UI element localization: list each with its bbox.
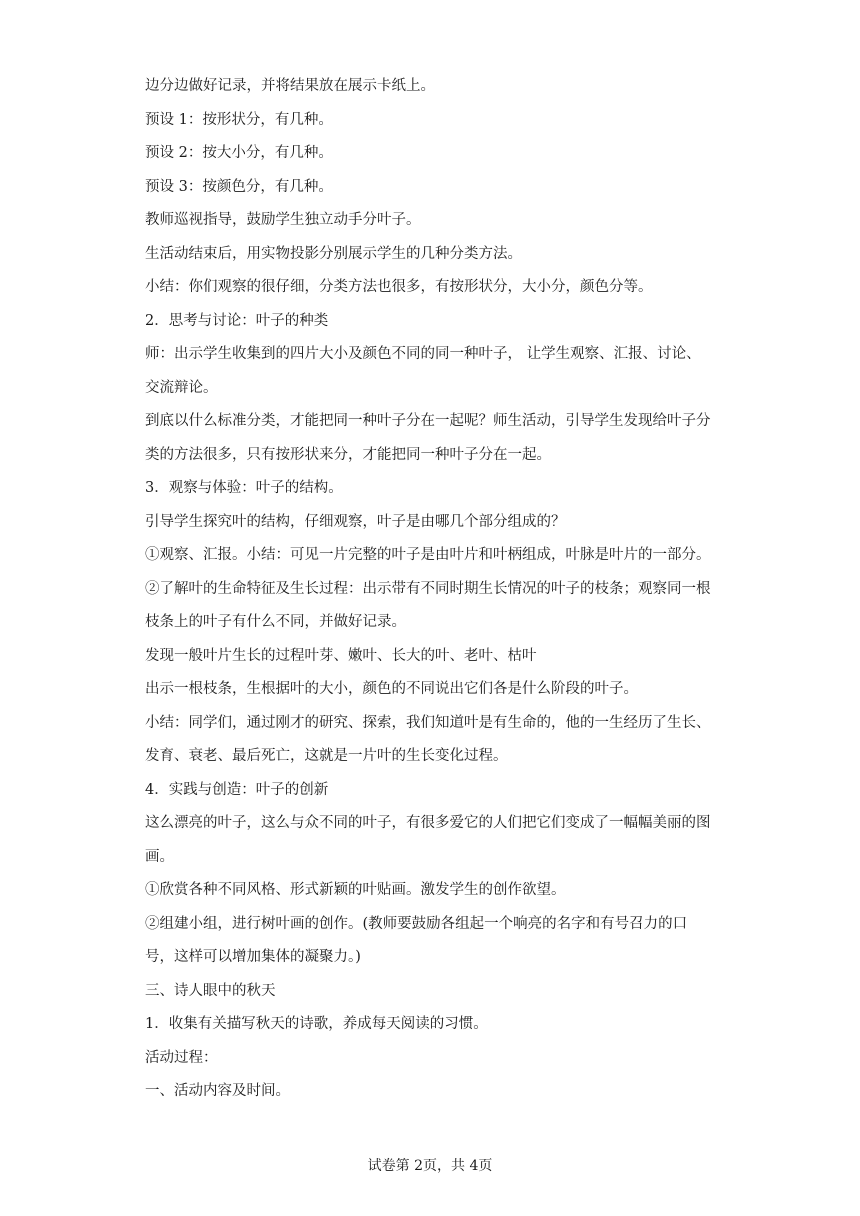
paragraph: ①欣赏各种不同风格、形式新颖的叶贴画。激发学生的创作欲望。 bbox=[145, 882, 566, 898]
section-heading: 4．实践与创造：叶子的创新 bbox=[145, 781, 329, 798]
paragraph: 到底以什么标准分类，才能把同一种叶子分在一起呢？师生活动，引导学生发现给叶子分类的方法很多，只有按形状来分，才能把同一种叶子分在一起。 bbox=[145, 413, 711, 463]
paragraph: 一、活动内容及时间。 bbox=[145, 1083, 290, 1099]
section-heading: 2．思考与讨论：叶子的种类 bbox=[145, 312, 329, 329]
paragraph: 预设 1：按形状分，有几种。 bbox=[145, 111, 333, 128]
document-body bbox=[145, 70, 715, 1109]
paragraph: ①观察、汇报。小结：可见一片完整的叶子是由叶片和叶柄组成，叶脉是叶片的一部分。 bbox=[145, 547, 711, 563]
paragraph: 1．收集有关描写秋天的诗歌，养成每天阅读的习惯。 bbox=[145, 1016, 488, 1032]
paragraph: 生活动结束后，用实物投影分别展示学生的几种分类方法。 bbox=[145, 245, 522, 262]
paragraph: 边分边做好记录，并将结果放在展示卡纸上。 bbox=[145, 78, 435, 94]
section-heading: 3．观察与体验：叶子的结构。 bbox=[145, 480, 343, 496]
paragraph: 师：出示学生收集到的四片大小及颜色不同的同一种叶子， 让学生观察、汇报、讨论、交流辩论。 bbox=[145, 346, 701, 396]
section-heading: 三、诗人眼中的秋天 bbox=[145, 982, 276, 999]
paragraph: 预设 3：按颜色分，有几种。 bbox=[145, 178, 333, 195]
paragraph: ②了解叶的生命特征及生长过程：出示带有不同时期生长情况的叶子的枝条；观察同一根枝条上的叶子有什么不同，并做好记录。 bbox=[145, 580, 711, 630]
paragraph: 引导学生探究叶的结构，仔细观察，叶子是由哪几个部分组成的？ bbox=[145, 513, 566, 530]
paragraph: 预设 2：按大小分，有几种。 bbox=[145, 145, 333, 161]
paragraph: 小结：你们观察的很仔细，分类方法也很多，有按形状分，大小分，颜色分等。 bbox=[145, 279, 653, 295]
paragraph: 活动过程： bbox=[145, 1049, 218, 1066]
paragraph: 发现一般叶片生长的过程叶芽、嫩叶、长大的叶、老叶、枯叶 bbox=[145, 647, 537, 664]
paragraph: 小结：同学们，通过刚才的研究、探索，我们知道叶是有生命的，他的一生经历了生长、发育、衰老、最后死亡，这就是一片叶的生长变化过程。 bbox=[145, 714, 711, 764]
paragraph: ②组建小组，进行树叶画的创作。(教师要鼓励各组起一个响亮的名字和有号召力的口号，这样可以增加集体的凝聚力。) bbox=[145, 915, 688, 965]
page-footer: 试卷第 2页，共 4页 bbox=[367, 1158, 493, 1174]
paragraph: 教师巡视指导，鼓励学生独立动手分叶子。 bbox=[145, 212, 421, 228]
paragraph: 这么漂亮的叶子，这么与众不同的叶子，有很多爱它的人们把它们变成了一幅幅美丽的图画。 bbox=[145, 815, 711, 865]
paragraph: 出示一根枝条，生根据叶的大小，颜色的不同说出它们各是什么阶段的叶子。 bbox=[145, 681, 638, 697]
